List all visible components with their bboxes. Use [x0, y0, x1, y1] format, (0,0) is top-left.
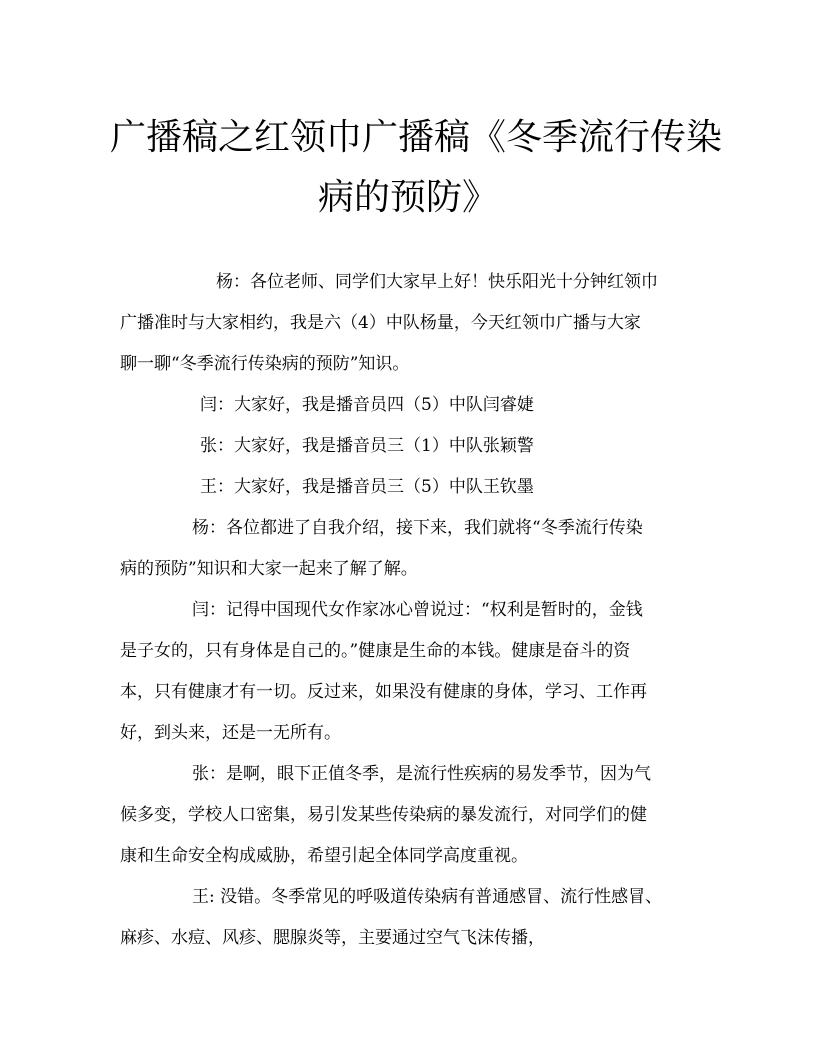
- title-line-1: 广播稿之红领巾广播稿《冬季流行传染: [110, 117, 723, 158]
- paragraph-yang-intro: [120, 262, 696, 385]
- paragraph-yan-health: [120, 590, 696, 754]
- text-line: 王：大家好，我是播音员三（5）中队王钦墨: [200, 477, 534, 497]
- title-line-2: 病的预防》: [317, 177, 498, 218]
- text-line: 张：是啊，眼下正值冬季，是流行性疾病的易发季节，因为气: [192, 764, 651, 784]
- paragraph-zhang-greeting: [120, 426, 696, 467]
- text-line: 闫：大家好，我是播音员四（5）中队闫睿婕: [200, 395, 534, 415]
- text-line: 广播准时与大家相约，我是六（4）中队杨量，今天红领巾广播与大家: [120, 313, 641, 333]
- text-line: 本，只有健康才有一切。反过来，如果没有健康的身体，学习、工作再: [120, 682, 647, 702]
- text-line: 张：大家好，我是播音员三（1）中队张颖警: [200, 436, 534, 456]
- text-line: 王: 没错。冬季常见的呼吸道传染病有普通感冒、流行性感冒、: [192, 887, 663, 907]
- document-body: [120, 262, 696, 959]
- paragraph-wang-greeting: [120, 467, 696, 508]
- text-line: 聊一聊“冬季流行传染病的预防”知识。: [120, 354, 410, 374]
- text-line: 康和生命安全构成威胁，希望引起全体同学高度重视。: [120, 846, 528, 866]
- text-line: 杨：各位老师、同学们大家早上好！快乐阳光十分钟红领巾: [216, 272, 658, 292]
- text-line: 候多变，学校人口密集，易引发某些传染病的暴发流行，对同学们的健: [120, 805, 647, 825]
- text-line: 麻疹、水痘、风疹、腮腺炎等，主要通过空气飞沫传播，: [120, 928, 545, 948]
- paragraph-yan-greeting: [120, 385, 696, 426]
- text-line: 是子女的，只有身体是自己的。”健康是生命的本钱。健康是奋斗的资: [120, 641, 631, 661]
- paragraph-wang-diseases: [120, 877, 696, 959]
- text-line: 好，到头来，还是一无所有。: [120, 723, 341, 743]
- text-line: 病的预防”知识和大家一起来了解了解。: [120, 559, 418, 579]
- text-line: 闫：记得中国现代女作家冰心曾说过：“权利是暂时的，金钱: [192, 600, 643, 620]
- paragraph-yang-transition: [120, 508, 696, 590]
- paragraph-zhang-season: [120, 754, 696, 877]
- document-title: [110, 108, 723, 228]
- text-line: 杨：各位都进了自我介绍，接下来，我们就将“冬季流行传染: [192, 518, 643, 538]
